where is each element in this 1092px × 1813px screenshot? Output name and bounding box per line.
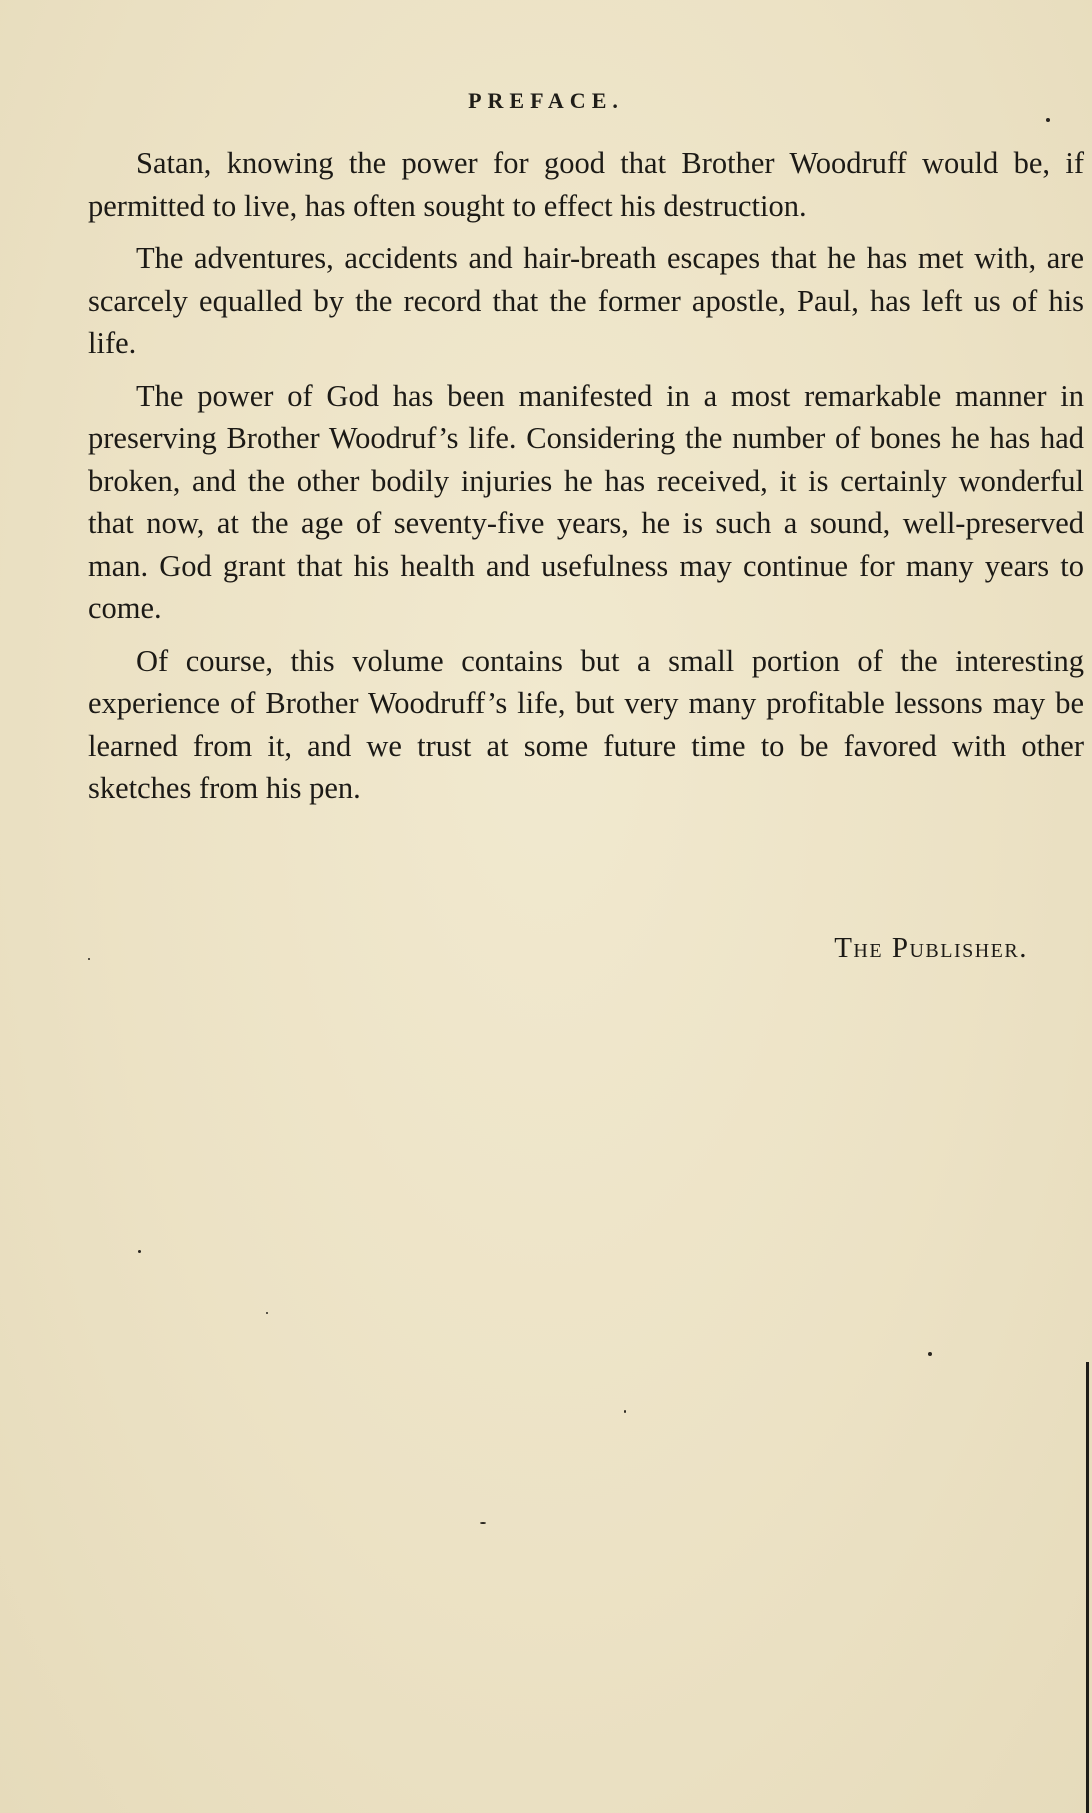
paragraph: Of course, this volume contains but a small portion of the interesting experience of Brother Woodruff’s life, but very many profitable lessons may be learned from it, and we trust at some future time to be favored with other sketches from his pen. [88, 643, 1084, 805]
scan-speck [138, 1250, 141, 1253]
scan-speck [1046, 118, 1050, 122]
scan-speck [928, 1352, 932, 1356]
scan-speck [88, 958, 90, 960]
paragraph: Satan, knowing the power for good that Brother Woodruff would be, if permitted to live, has often sought to effect his destruction. [88, 146, 1084, 223]
page-edge [1086, 1362, 1089, 1813]
scan-speck [266, 1312, 268, 1314]
scan-speck [624, 1410, 626, 1413]
scan-speck [480, 1522, 486, 1524]
preface-body [88, 142, 1084, 820]
paragraph: The adventures, accidents and hair-breath escapes that he has met with, are scarcely equalled by the record that the former apostle, Paul, has left us of his life. [88, 241, 1084, 360]
paragraph: The power of God has been manifested in a most remarkable manner in preserving Brother Woodruf’s life. Considering the number of bones he has had broken, and the other bodily injuries he has received, it is certainly wonderful that now, at the age of seventy-five years, he is such a sound, well-preserved man. God grant that his health and usefulness may continue for many years to come. [88, 378, 1084, 625]
page-heading: PREFACE. [468, 88, 624, 113]
publisher-signature: The Publisher. [834, 932, 1028, 964]
